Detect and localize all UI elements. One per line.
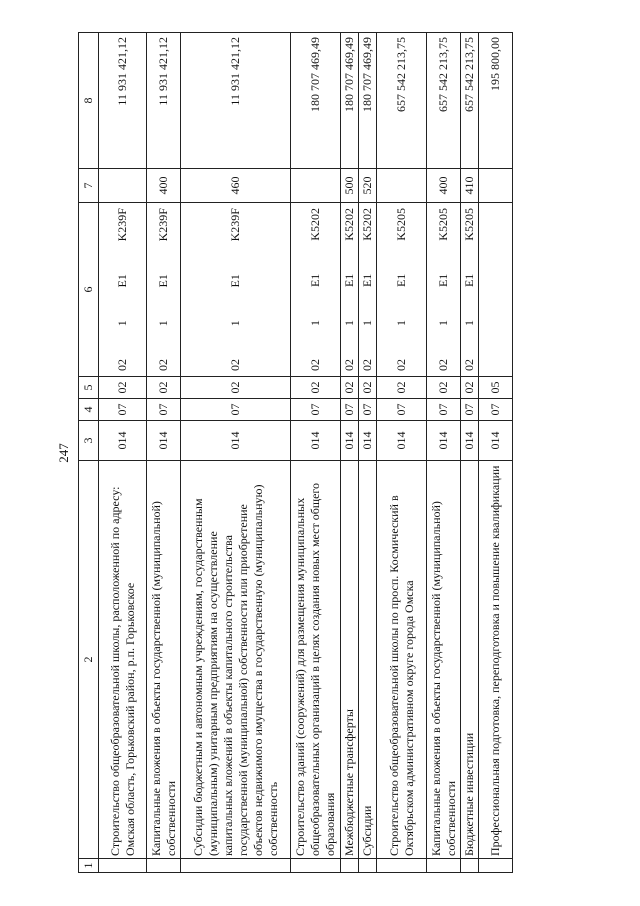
code-4: 07 xyxy=(291,399,341,421)
code-4: 07 xyxy=(359,399,377,421)
code-3: 014 xyxy=(341,421,359,461)
header-cell: 5 xyxy=(79,377,99,399)
code-3: 014 xyxy=(181,421,291,461)
row-index-cell xyxy=(291,859,341,873)
code-6-part: 1 xyxy=(394,320,408,327)
code-4: 07 xyxy=(147,399,181,421)
code-4: 07 xyxy=(99,399,147,421)
code-6-part: E1 xyxy=(156,274,170,288)
row-name: Строительство общеобразовательной школы по просп. Космический в Октябрьском административном округе города Омска xyxy=(377,461,427,859)
code-5: 02 xyxy=(341,377,359,399)
code-6-part: E1 xyxy=(436,273,450,288)
table-row xyxy=(99,33,147,873)
budget-table xyxy=(78,32,513,873)
rotated-page xyxy=(56,33,584,873)
code-4: 07 xyxy=(461,399,479,421)
header-row xyxy=(79,33,99,873)
code-6-part: K5202 xyxy=(308,208,322,241)
code-6-part: K5205 xyxy=(394,208,408,241)
code-6-part: 1 xyxy=(308,320,322,327)
code-7 xyxy=(479,169,513,203)
code-6-part: 1 xyxy=(436,320,450,327)
code-6 xyxy=(341,203,359,377)
code-6 xyxy=(479,203,513,377)
code-5: 02 xyxy=(461,377,479,399)
code-5: 05 xyxy=(479,377,513,399)
code-6-part: 1 xyxy=(228,320,242,327)
code-6 xyxy=(147,203,181,377)
code-6 xyxy=(359,203,377,377)
amount: 657 542 213,75 xyxy=(377,33,427,169)
code-7: 520 xyxy=(359,169,377,203)
code-6 xyxy=(377,203,427,377)
code-3: 014 xyxy=(147,421,181,461)
code-6-part: 02 xyxy=(436,359,450,371)
code-6-part: 1 xyxy=(462,320,476,327)
code-3: 014 xyxy=(377,421,427,461)
row-index-cell xyxy=(359,859,377,873)
row-index-cell xyxy=(479,859,513,873)
code-6-part: E1 xyxy=(360,273,374,288)
amount: 180 707 469,49 xyxy=(291,33,341,169)
code-6-part: E1 xyxy=(228,274,242,288)
amount: 657 542 213,75 xyxy=(427,33,461,169)
code-5: 02 xyxy=(181,377,291,399)
row-index-cell xyxy=(147,859,181,873)
header-cell: 1 xyxy=(79,859,99,873)
code-6-part: E1 xyxy=(342,273,356,288)
code-7 xyxy=(99,169,147,203)
row-index-cell xyxy=(377,859,427,873)
code-6-part: 1 xyxy=(156,320,170,327)
code-3: 014 xyxy=(479,421,513,461)
code-5: 02 xyxy=(147,377,181,399)
code-5: 02 xyxy=(291,377,341,399)
header-cell: 2 xyxy=(79,461,99,859)
code-6-part: 1 xyxy=(115,320,129,327)
row-name: Строительство зданий (сооружений) для размещения муниципальных общеобразовательных организаций в целях создания новых мест общего образования xyxy=(291,461,341,859)
amount: 11 931 421,12 xyxy=(181,33,291,169)
row-index-cell xyxy=(341,859,359,873)
header-cell: 6 xyxy=(79,203,99,377)
code-7: 400 xyxy=(147,169,181,203)
code-4: 07 xyxy=(427,399,461,421)
amount: 180 707 469,49 xyxy=(359,33,377,169)
table-row xyxy=(377,33,427,873)
code-6-part: E1 xyxy=(394,273,408,288)
row-name: Бюджетные инвестиции xyxy=(461,461,479,859)
row-index-cell xyxy=(427,859,461,873)
code-7: 410 xyxy=(461,169,479,203)
code-4: 07 xyxy=(377,399,427,421)
row-name: Капитальные вложения в объекты государственной (муниципальной) собственности xyxy=(147,461,181,859)
amount: 11 931 421,12 xyxy=(99,33,147,169)
code-5: 02 xyxy=(377,377,427,399)
page-number: 247 xyxy=(56,443,71,463)
code-3: 014 xyxy=(99,421,147,461)
code-4: 07 xyxy=(181,399,291,421)
code-6-part: 02 xyxy=(308,359,322,371)
code-6 xyxy=(291,203,341,377)
code-6-part: 02 xyxy=(394,359,408,371)
code-6-part: E1 xyxy=(308,273,322,288)
row-index-cell xyxy=(181,859,291,873)
table-row xyxy=(341,33,359,873)
code-7 xyxy=(377,169,427,203)
code-3: 014 xyxy=(291,421,341,461)
table-row xyxy=(291,33,341,873)
row-name: Межбюджетные трансферты xyxy=(341,461,359,859)
table-row xyxy=(479,33,513,873)
row-name: Профессиональная подготовка, переподготовка и повышение квалификации xyxy=(479,461,513,859)
code-5: 02 xyxy=(359,377,377,399)
code-6-part: E1 xyxy=(462,273,476,288)
header-cell: 7 xyxy=(79,169,99,203)
header-cell: 8 xyxy=(79,33,99,169)
code-6-part: 02 xyxy=(360,359,374,371)
code-4: 07 xyxy=(341,399,359,421)
code-6-part: 02 xyxy=(462,359,476,371)
header-cell: 3 xyxy=(79,421,99,461)
code-6-part: K239F xyxy=(228,208,242,242)
row-name: Субсидии бюджетным и автономным учреждениям, государственным (муниципальным) унитарным предприятиям на осуществление капитальных вложений в объекты капитального строительства государственной (муниципальной) собственности или приобретение объектов недвижимого имущества в государственную (муниципальную) собственность xyxy=(181,461,291,859)
code-5: 02 xyxy=(427,377,461,399)
code-6-part: 02 xyxy=(156,359,170,371)
code-6-part: K239F xyxy=(115,208,129,242)
code-5: 02 xyxy=(99,377,147,399)
amount: 11 931 421,12 xyxy=(147,33,181,169)
table-row xyxy=(359,33,377,873)
code-6 xyxy=(181,203,291,377)
table-row xyxy=(181,33,291,873)
code-6-part: K5205 xyxy=(436,208,450,241)
table-row xyxy=(147,33,181,873)
code-4: 07 xyxy=(479,399,513,421)
code-7: 500 xyxy=(341,169,359,203)
code-7 xyxy=(291,169,341,203)
code-6-part: 1 xyxy=(342,320,356,327)
row-index-cell xyxy=(99,859,147,873)
code-6 xyxy=(427,203,461,377)
code-6 xyxy=(99,203,147,377)
amount: 195 800,00 xyxy=(479,33,513,169)
amount: 657 542 213,75 xyxy=(461,33,479,169)
code-3: 014 xyxy=(427,421,461,461)
code-3: 014 xyxy=(461,421,479,461)
table-row xyxy=(461,33,479,873)
code-6-part: K5202 xyxy=(342,208,356,241)
row-name: Капитальные вложения в объекты государственной (муниципальной) собственности xyxy=(427,461,461,859)
code-7: 460 xyxy=(181,169,291,203)
code-6-part: 02 xyxy=(115,359,129,371)
code-3: 014 xyxy=(359,421,377,461)
code-6-part: K239F xyxy=(156,208,170,242)
amount: 180 707 469,49 xyxy=(341,33,359,169)
code-6-part: 02 xyxy=(228,359,242,371)
code-6 xyxy=(461,203,479,377)
code-7: 400 xyxy=(427,169,461,203)
code-6-part: K5205 xyxy=(462,208,476,241)
code-6-part: E1 xyxy=(115,274,129,288)
row-name: Строительство общеобразовательной школы, расположенной по адресу: Омская область, Горьковский район, р.п. Горьковское xyxy=(99,461,147,859)
row-name: Субсидии xyxy=(359,461,377,859)
row-index-cell xyxy=(461,859,479,873)
header-cell: 4 xyxy=(79,399,99,421)
code-6-part: K5202 xyxy=(360,208,374,241)
code-6-part: 02 xyxy=(342,359,356,371)
table-row xyxy=(427,33,461,873)
code-6-part: 1 xyxy=(360,320,374,327)
